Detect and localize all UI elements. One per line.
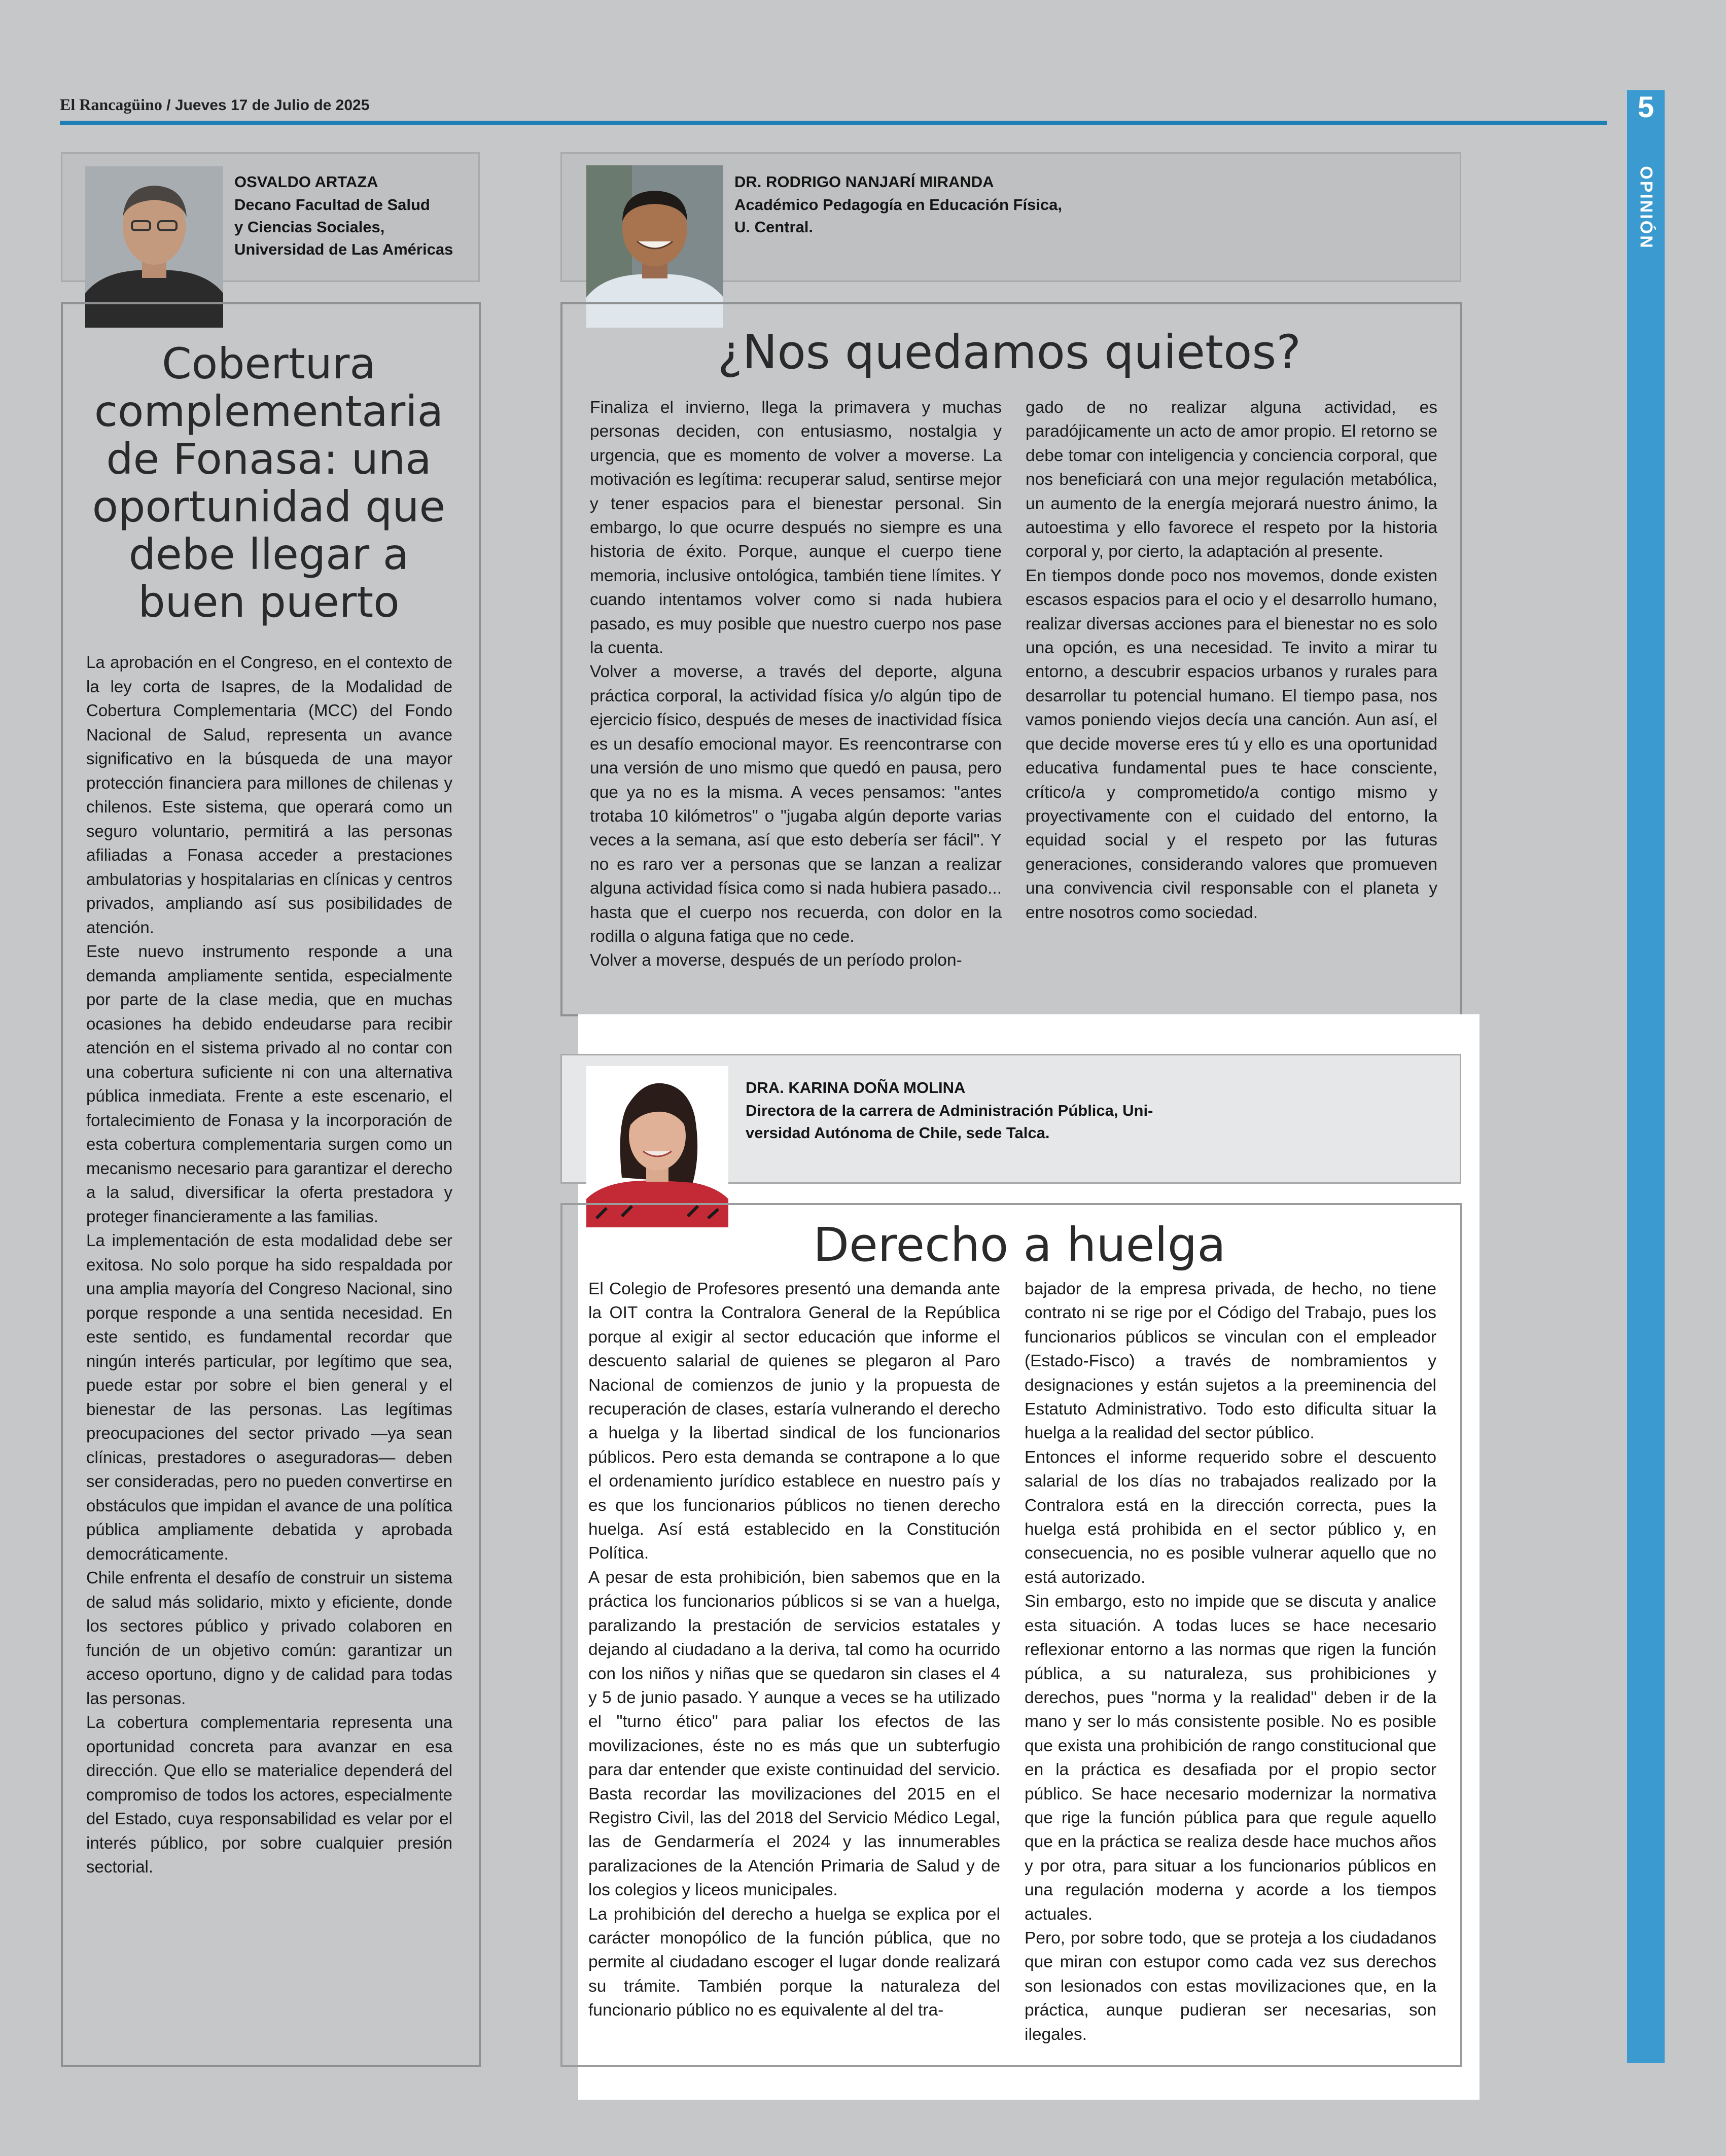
body-paragraph: Volver a moverse, después de un período prolon- — [590, 951, 962, 970]
body-paragraph: Finaliza el invierno, llega la primavera y muchas personas deciden, con entusiasmo, nostalgia y urgencia, que es momento de volver a moverse. La motivación es legítima: recuperar salud, sentirse mejor y tener espacios para el bienestar personal. Sin embargo, lo que ocurre después no siempre es una historia de éxito. Porque, aunque el cuerpo tiene memoria, inclusive ontológica, también tiene límites. Y cuando intentamos volver como si nada hubiera pasado, es muy posible que nuestro cuerpo nos pase la cuenta. — [590, 398, 1002, 658]
author-name-dona: DRA. KARINA DOÑA MOLINA — [746, 1079, 966, 1097]
issue-date: Jueves 17 de Julio de 2025 — [174, 97, 370, 114]
headline-artaza — [71, 340, 467, 626]
author-role-nanjari — [734, 194, 1140, 238]
author-role-line: versidad Autónoma de Chile, sede Talca. — [746, 1124, 1050, 1142]
body-paragraph: A pesar de esta prohibición, bien sabemos que en la práctica los funcionarios públicos si se van a huelga, paralizando la prestación de servicios estatales y dejando al ciudadano a la deriva, tal como ha ocurrido con los niños y niñas que se quedaron sin clases el 4 y 5 de junio pasado. Y aunque a veces se ha utilizado el "turno ético" para paliar los efectos de las movilizaciones, éste no es más que un subterfugio para dar entender que existe continuidad del servicio. Basta recordar las movilizaciones del 2015 en el Registro Civil, las del 2018 del Servicio Médico Legal, las de Gendarmería el 2024 y las innumerables paralizaciones de la Atención Primaria de Salud y de los colegios y liceos municipales. — [588, 1568, 1000, 1900]
headline-line: buen puerto — [138, 577, 400, 627]
author-name-artaza: OSVALDO ARTAZA — [234, 173, 378, 191]
body-paragraph: Este nuevo instrumento responde a una demanda ampliamente sentida, especialmente por parte de la clase media, que en muchas ocasiones ha debido endeudarse para recibir atención en el sistema privado al no contar con una cobertura suficiente ni con una alternativa pública inmediata. Frente a este escenario, el fortalecimiento de Fonasa y la incorporación de esta cobertura complementaria surgen como un mecanismo necesario para garantizar el derecho a la salud, diversificar la oferta prestadora y proteger financieramente a las familias. — [86, 942, 452, 1226]
body-nanjari-col2 — [1026, 396, 1437, 925]
body-nanjari-col1 — [590, 396, 1002, 973]
author-role-line: Universidad de Las Américas — [234, 240, 453, 258]
author-name-nanjari: DR. RODRIGO NANJARÍ MIRANDA — [734, 173, 994, 191]
body-paragraph: Entonces el informe requerido sobre el descuento salarial de los días no trabajados realizado por la Contralora está en la dirección correcta, pues la huelga está prohibida en el sector público y, en consecuencia, no es posible vulnerar aquello que no está autorizado. — [1025, 1447, 1436, 1587]
author-role-line: Académico Pedagogía en Educación Física, — [734, 196, 1063, 214]
author-role-dona — [746, 1100, 1202, 1144]
author-role-line: U. Central. — [734, 218, 814, 236]
section-label — [1627, 152, 1665, 264]
headline-line: complementaria — [94, 386, 444, 436]
headline-line: Cobertura — [162, 339, 376, 388]
headline-dona: Derecho a huelga — [813, 1218, 1226, 1272]
author-role-line: Directora de la carrera de Administración Pública, Uni- — [746, 1102, 1153, 1119]
section-side-bar — [1627, 90, 1665, 2063]
headline-line: oportunidad que — [92, 482, 446, 532]
header-rule — [60, 121, 1607, 125]
body-paragraph: La implementación de esta modalidad debe ser exitosa. No solo porque ha sido respaldada por una amplia mayoría del Congreso Nacional, sino porque responde a una sentida necesidad. En este sentido, es fundamental recordar que ningún interés particular, por legítimo que sea, puede estar por sobre el bien general y el bienestar de las personas. Las legítimas preocupaciones del sector privado —ya sean clínicas, prestadores o aseguradoras— deben ser consideradas, pero no pueden convertirse en obstáculos que impidan el avance de una política pública ampliamente debatida y aprobada democráticamente. — [86, 1231, 452, 1563]
body-dona-col1 — [588, 1277, 1000, 2023]
body-paragraph: bajador de la empresa privada, de hecho, no tiene contrato ni se rige por el Código del Trabajo, pues los funcionarios públicos se vinculan con el empleador (Estado-Fisco) a través de nombramientos y designaciones y están sujetos a la preeminencia del Estatuto Administrativo. Todo esto dificulta situar la huelga a la realidad del sector público. — [1025, 1280, 1436, 1443]
section-label-text: OPINIÓN — [1636, 166, 1656, 250]
body-paragraph: Volver a moverse, a través del deporte, alguna práctica corporal, la actividad física y/o algún tipo de ejercicio físico, después de meses de inactividad física es un desafío emocional mayor. Es reencontrarse con una versión de uno mismo que quedó en pausa, pero que ya no es la misma. A veces pensamos: "antes trotaba 10 kilómetros" o "jugaba algún deporte varias veces a la semana, así que esto debería ser fácil". Y no es raro ver a personas que se lanzan a realizar alguna actividad física como si nada hubiera pasado... hasta que el cuerpo nos recuerda, con dolor en la rodilla o alguna fatiga que no cede. — [590, 662, 1002, 946]
body-paragraph: gado de no realizar alguna actividad, es paradójicamente un acto de amor propio. El retorno se debe tomar con inteligencia y conciencia corporal, que nos beneficiará con una mejor regulación metabólica, un aumento de la energía mejorará nuestro ánimo, la autoestima y ello favorece el respeto por la historia corporal y, por cierto, la adaptación al presente. — [1026, 398, 1437, 561]
headline-line: debe llegar a — [128, 529, 409, 579]
page-header — [60, 95, 369, 114]
body-paragraph: La prohibición del derecho a huelga se explica por el carácter monopólico de la función pública, que no permite al ciudadano escoger el lugar donde realizará su trámite. También porque la naturaleza del funcionario público no es equivalente al del tra- — [588, 1904, 1000, 2020]
body-paragraph: Chile enfrenta el desafío de construir un sistema de salud más solidario, mixto y eficiente, donde los sectores público y privado colaboren en función de un objetivo común: garantizar un acceso oportuno, digno y de calidad para todas las personas. — [86, 1568, 452, 1708]
body-paragraph: La cobertura complementaria representa una oportunidad concreta para avanzar en esa dirección. Que ello se materialice dependerá del compromiso de todos los actores, especialmente del Estado, cuya responsabilidad es velar por el interés público, por sobre cualquier presión sectorial. — [86, 1713, 452, 1876]
body-artaza — [86, 650, 452, 1879]
headline-nanjari: ¿Nos quedamos quietos? — [717, 325, 1301, 379]
header-separator: / — [166, 97, 171, 114]
body-paragraph: Sin embargo, esto no impide que se discuta y analice esta situación. A todas luces se hace necesario reflexionar entorno a las normas que rigen la función pública, a su naturaleza, sus prohibiciones y derechos, pues "norma y la realidad" deben ir de la mano y ser lo más consistente posible. No es posible que exista una prohibición de rango constitucional que en la práctica es desafiada por el propio sector público. Se hace necesario modernizar la normativa que rige la función pública para que regule aquello que en la práctica se realiza desde hace muchos años y por otra, para situar a los funcionarios públicos en una regulación moderna y acorde a los tiempos actuales. — [1025, 1592, 1436, 1924]
body-paragraph: El Colegio de Profesores presentó una demanda ante la OIT contra la Contralora General de la República porque al exigir al sector educación que informe el descuento salarial de quienes se plegaron al Paro Nacional de comienzos de junio y la propuesta de recuperación de clases, estaría vulnerando el derecho a huelga y la libertad sindical de los funcionarios públicos. Pero esta demanda se contrapone a lo que el ordenamiento jurídico establece en nuestro país y es que los funcionarios públicos no tienen derecho huelga. Así está establecido en la Constitución Política. — [588, 1280, 1000, 1563]
author-role-artaza — [234, 194, 468, 261]
page-number: 5 — [1637, 91, 1654, 124]
body-paragraph: Pero, por sobre todo, que se proteja a los ciudadanos que miran con estupor como cada vez sus derechos son lesionados con estas movilizaciones que, en la práctica, aunque pudieran ser necesarias, son ilegales. — [1025, 1928, 1436, 2044]
headline-line: de Fonasa: una — [106, 434, 432, 484]
body-paragraph: En tiempos donde poco nos movemos, donde existen escasos espacios para el ocio y el desarrollo humano, realizar diversas acciones para el bienestar no es solo una opción, es una necesidad. Te invito a mirar tu entorno, a descubrir espacios urbanos y rurales para desarrollar tu potencial humano. El tiempo pasa, nos vamos poniendo viejos decía una canción. Aun así, el que decide moverse eres tú y ello es una oportunidad educativa fundamental pues te hace consciente, crítico/a y comprometido/a contigo mismo y proyectivamente con el cuidado del entorno, la equidad social y el respeto por las futuras generaciones, considerando valores que promueven una convivencia civil responsable con el planeta y entre nosotros como sociedad. — [1026, 566, 1437, 922]
author-role-line: Decano Facultad de Salud — [234, 196, 430, 214]
body-dona-col2 — [1025, 1277, 1436, 2046]
body-paragraph: La aprobación en el Congreso, en el contexto de la ley corta de Isapres, de la Modalidad de Cobertura Complementaria (MCC) del Fondo Nacional de Salud, representa un avance significativo en la búsqueda de una mayor protección financiera para millones de chilenas y chilenos. Este sistema, que operará como un seguro voluntario, permitirá a las personas afiliadas a Fonasa acceder a prestaciones ambulatorias y hospitalarias en clínicas y centros privados, ampliando así sus posibilidades de atención. — [86, 653, 452, 937]
newspaper-name: El Rancagüino — [60, 95, 162, 114]
author-role-line: y Ciencias Sociales, — [234, 218, 385, 236]
